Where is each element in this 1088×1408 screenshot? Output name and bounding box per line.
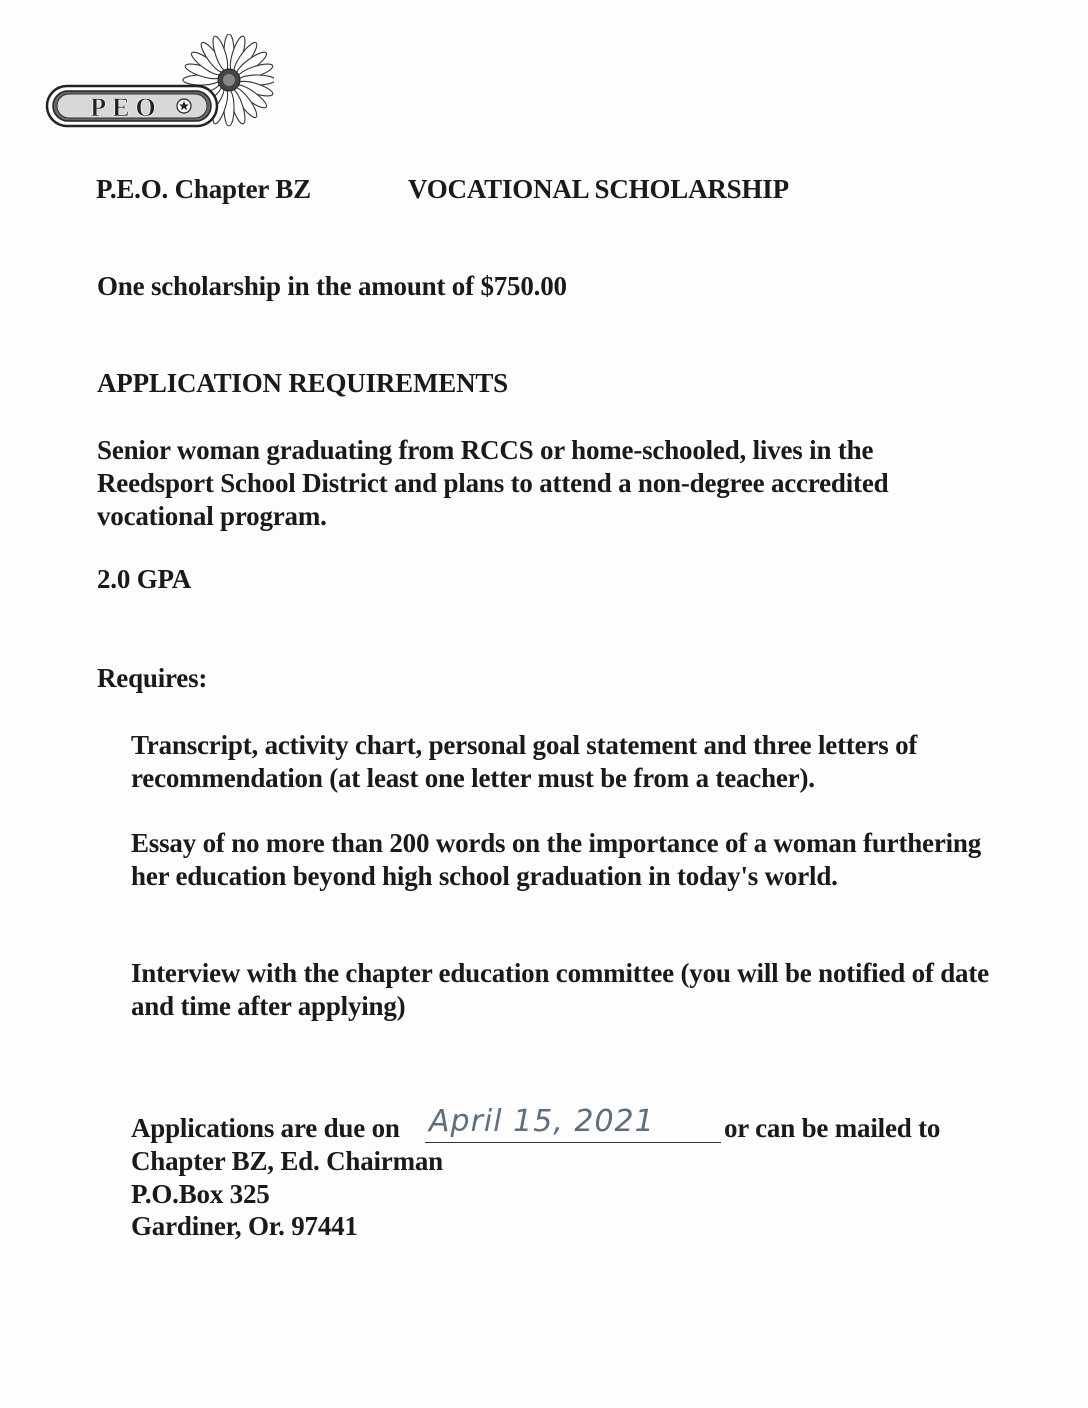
document-title: VOCATIONAL SCHOLARSHIP: [408, 174, 789, 204]
requirement-item: Essay of no more than 200 words on the importance of a woman furthering her education beyond high school graduation in today's world.: [131, 828, 982, 891]
star-icon: [177, 99, 191, 113]
handwritten-due-date: April 15, 2021: [429, 1104, 655, 1139]
mailing-address-line: P.O.Box 325: [131, 1179, 270, 1209]
requirement-item: Transcript, activity chart, personal goal statement and three letters of recommendation (at least one letter must be from a teacher).: [131, 730, 918, 793]
scholarship-amount: One scholarship in the amount of $750.00: [97, 271, 567, 301]
mailing-address-line: Chapter BZ, Ed. Chairman: [131, 1146, 444, 1176]
mailing-address-line: Gardiner, Or. 97441: [131, 1211, 358, 1241]
gpa-requirement: 2.0 GPA: [97, 564, 192, 594]
chapter-label: P.E.O. Chapter BZ: [96, 174, 311, 204]
requirement-item: Interview with the chapter education committee (you will be notified of date and time after applying): [131, 958, 989, 1021]
due-date-field: [425, 1102, 721, 1143]
svg-text:PEO: PEO: [90, 93, 162, 122]
due-date-label: Applications are due on: [131, 1113, 400, 1143]
mail-label: or can be mailed to: [724, 1113, 941, 1143]
requirements-heading: APPLICATION REQUIREMENTS: [97, 368, 508, 398]
peo-emblem: [47, 86, 217, 126]
requires-label: Requires:: [97, 663, 208, 693]
peo-logo: [44, 34, 274, 144]
eligibility-paragraph: Senior woman graduating from RCCS or home-schooled, lives in the Reedsport School District and plans to attend a non-degree accredited vocational program.: [97, 435, 889, 531]
